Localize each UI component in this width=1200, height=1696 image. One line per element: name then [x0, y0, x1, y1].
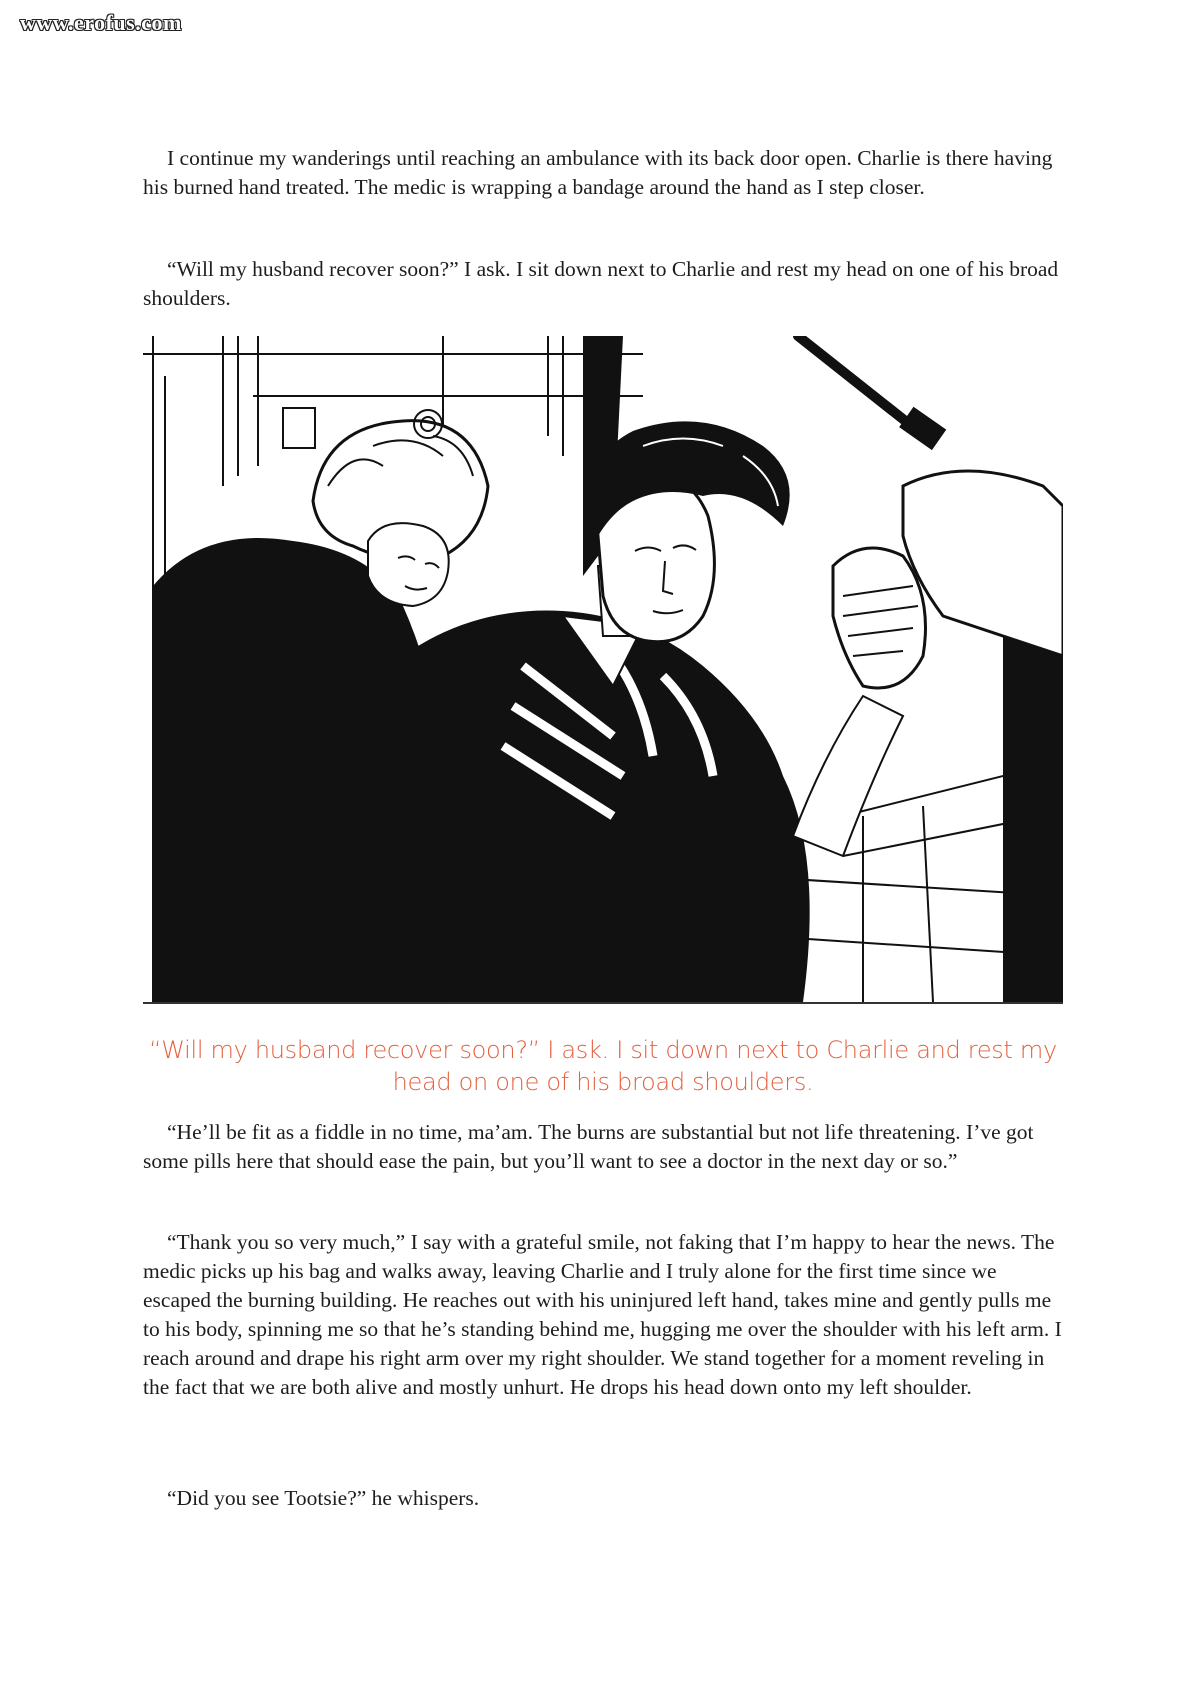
paragraph-5: “Did you see Tootsie?” he whispers.	[167, 1486, 480, 1510]
ink-illustration	[143, 336, 1063, 1002]
illustration-caption: “Will my husband recover soon?” I ask. I sit down next to Charlie and rest my head on one of his broad shoulders.	[149, 1036, 1057, 1096]
illustration-bottom-rule	[143, 1002, 1063, 1004]
paragraph-2: “Will my husband recover soon?” I ask. I sit down next to Charlie and rest my head on one of his broad shoulders.	[143, 257, 1059, 310]
paragraph-3: “He’ll be fit as a fiddle in no time, ma’am. The burns are substantial but not life threatening. I’ve got some pills here that should ease the pain, but you’ll want to see a doctor in the next day or so.”	[143, 1120, 1034, 1173]
paragraph-1: I continue my wanderings until reaching an ambulance with its back door open. Charlie is there having his burned hand treated. The medic is wrapping a bandage around the hand as I step closer.	[143, 146, 1053, 199]
watermark: www.erofus.com	[20, 10, 182, 35]
paragraph-4: “Thank you so very much,” I say with a grateful smile, not faking that I’m happy to hear the news. The medic picks up his bag and walks away, leaving Charlie and I truly alone for the first time since we escaped the burning building. He reaches out with his uninjured left hand, takes mine and gently pulls me to his body, spinning me so that he’s standing behind me, hugging me over the shoulder with his left arm. I reach around and drape his right arm over my right shoulder. We stand together for a moment reveling in the fact that we are both alive and mostly unhurt. He drops his head down onto my left shoulder.	[143, 1230, 1062, 1399]
